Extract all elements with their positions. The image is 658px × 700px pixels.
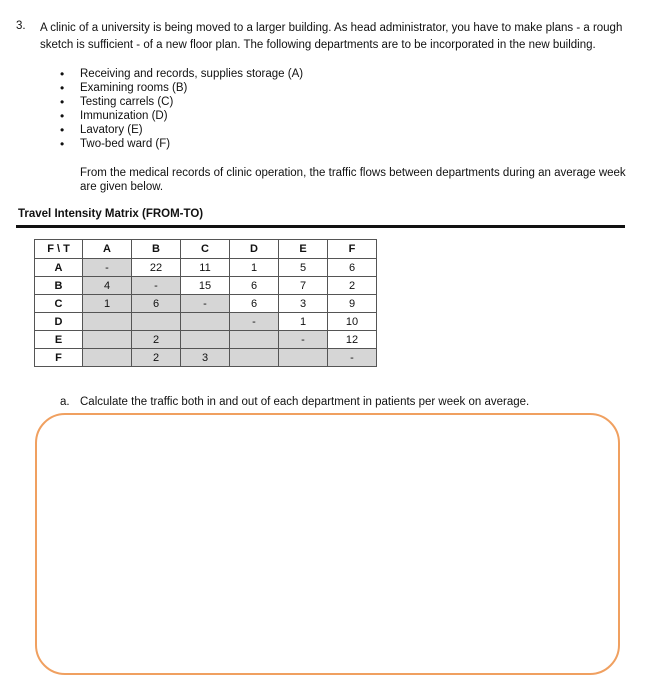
list-item: • Examining rooms (B)	[58, 81, 303, 95]
matrix-cell: 1	[83, 295, 132, 313]
matrix-cell: -	[328, 349, 377, 367]
list-item: • Lavatory (E)	[58, 123, 303, 137]
matrix-cell: 5	[279, 259, 328, 277]
matrix-cell: 1	[230, 259, 279, 277]
column-header: E	[279, 240, 328, 259]
heading-divider	[16, 225, 625, 228]
table-row	[35, 277, 377, 295]
matrix-cell	[83, 313, 132, 331]
column-header: C	[181, 240, 230, 259]
question-intro: A clinic of a university is being moved to a larger building. As head administrator, you have to make plans - a rough sketch is sufficient - of a new floor plan. The following departments are to be incorporated in the new building.	[40, 22, 623, 51]
matrix-cell: 3	[181, 349, 230, 367]
column-header: F	[328, 240, 377, 259]
list-item: • Immunization (D)	[58, 109, 303, 123]
matrix-cell	[230, 331, 279, 349]
part-a-prompt	[60, 396, 529, 408]
row-header: B	[35, 277, 83, 295]
matrix-heading: Travel Intensity Matrix (FROM-TO)	[18, 208, 204, 220]
matrix-cell: 6	[230, 277, 279, 295]
matrix-corner-cell: F \ T	[35, 240, 83, 259]
column-header: B	[132, 240, 181, 259]
part-a-text: Calculate the traffic both in and out of each department in patients per week on average.	[80, 396, 530, 408]
matrix-cell	[83, 331, 132, 349]
matrix-cell: 15	[181, 277, 230, 295]
matrix-cell: 22	[132, 259, 181, 277]
matrix-cell	[279, 349, 328, 367]
matrix-cell: -	[279, 331, 328, 349]
matrix-cell: 12	[328, 331, 377, 349]
flow-description: From the medical records of clinic operation, the traffic flows between departments during an average week are given below.	[80, 167, 626, 193]
matrix-cell: 3	[279, 295, 328, 313]
part-a-label: a.	[60, 396, 70, 408]
department-list	[58, 67, 303, 151]
matrix-cell: 2	[132, 331, 181, 349]
matrix-cell: -	[230, 313, 279, 331]
matrix-cell: 11	[181, 259, 230, 277]
matrix-cell: -	[132, 277, 181, 295]
matrix-cell	[132, 313, 181, 331]
column-header: A	[83, 240, 132, 259]
matrix-cell: 2	[328, 277, 377, 295]
list-item: • Receiving and records, supplies storage (A)	[58, 67, 303, 81]
matrix-cell: 4	[83, 277, 132, 295]
table-row	[35, 313, 377, 331]
matrix-header-row	[35, 240, 377, 259]
matrix-cell	[181, 331, 230, 349]
travel-intensity-matrix	[34, 239, 377, 367]
matrix-cell: 7	[279, 277, 328, 295]
row-header: E	[35, 331, 83, 349]
list-item: • Two-bed ward (F)	[58, 137, 303, 151]
matrix-cell: 6	[230, 295, 279, 313]
table-row	[35, 331, 377, 349]
matrix-cell: 2	[132, 349, 181, 367]
row-header: F	[35, 349, 83, 367]
answer-box[interactable]	[35, 413, 620, 675]
matrix-cell: 1	[279, 313, 328, 331]
table-row	[35, 349, 377, 367]
column-header: D	[230, 240, 279, 259]
matrix-cell: 6	[328, 259, 377, 277]
row-header: D	[35, 313, 83, 331]
matrix-cell	[181, 313, 230, 331]
matrix-cell	[230, 349, 279, 367]
row-header: A	[35, 259, 83, 277]
list-item: • Testing carrels (C)	[58, 95, 303, 109]
matrix-cell: 6	[132, 295, 181, 313]
table-row	[35, 259, 377, 277]
matrix-cell: 9	[328, 295, 377, 313]
row-header: C	[35, 295, 83, 313]
matrix-cell: -	[83, 259, 132, 277]
table-row	[35, 295, 377, 313]
matrix-cell: 10	[328, 313, 377, 331]
matrix-cell: -	[181, 295, 230, 313]
question-number: 3.	[16, 20, 26, 32]
matrix-cell	[83, 349, 132, 367]
